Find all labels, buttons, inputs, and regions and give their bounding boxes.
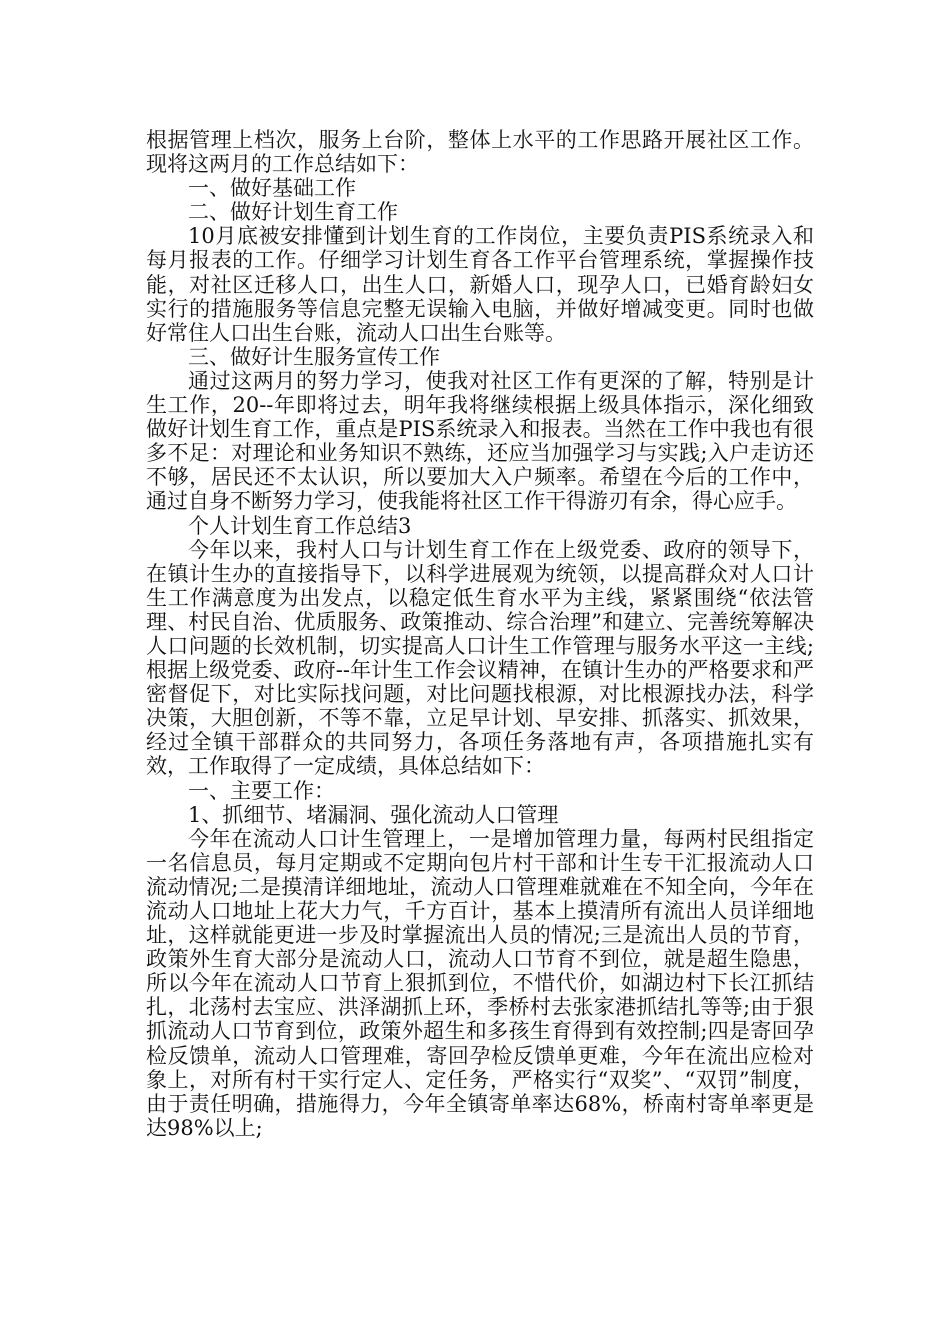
- paragraph-village-overview: 今年以来，我村人口与计划生育工作在上级党委、政府的领导下，在镇计生办的直接指导下，以科学进展观为统领，以提高群众对人口计生工作满意度为出发点，以稳定低生育水平为主线，紧紧围绕“依法管理、村民自治、优质服务、政策推动、综合治理”和建立、完善统筹解决人口问题的长效机制，切实提高人口计生工作管理与服务水平这一主线;根据上级党委、政府--年计生工作会议精神，在镇计生办的严格要求和严密督促下，对比实际找问题，对比问题找根源，对比根源找办法，科学决策，大胆创新，不等不靠，立足早计划、早安排、抓落实、抓效果，经过全镇干部群众的共同努力，各项任务落地有声，各项措施扎实有效，工作取得了一定成绩，具体总结如下：: [146, 537, 814, 779]
- heading-main-work: 一、主要工作：: [188, 778, 335, 803]
- document-body: [146, 128, 814, 1140]
- paragraph-intro: 根据管理上档次，服务上台阶，整体上水平的工作思路开展社区工作。现将这两月的工作总结如下：: [146, 128, 814, 177]
- heading-publicity-work: 三、做好计生服务宣传工作: [188, 344, 440, 369]
- heading-family-planning-work: 二、做好计划生育工作: [188, 200, 398, 225]
- paragraph-pis-duties: 10月底被安排懂到计划生育的工作岗位，主要负责PIS系统录入和每月报表的工作。仔细学习计划生育各工作平台管理系统，掌握操作技能，对社区迁移人口，出生人口，新婚人口，现孕人口，已婚育龄妇女实行的措施服务等信息完整无误输入电脑，并做好增减变更。同时也做好常住人口出生台账，流动人口出生台账等。: [146, 224, 814, 345]
- paragraph-reflection: 通过这两月的努力学习，使我对社区工作有更深的了解，特别是计生工作，20--年即将过去，明年我将继续根据上级具体指示，深化细致做好计划生育工作，重点是PIS系统录入和报表。当然在工作中我也有很多不足：对理论和业务知识不熟练，还应当加强学习与实践;入户走访还不够，居民还不太认识，所以要加大入户频率。希望在今后的工作中，通过自身不断努力学习，使我能将社区工作干得游刃有余，得心应手。: [146, 368, 814, 514]
- heading-basic-work: 一、做好基础工作: [188, 176, 356, 201]
- heading-floating-population: 1、抓细节、堵漏洞、强化流动人口管理: [188, 802, 559, 827]
- paragraph-floating-population-details: 今年在流动人口计生管理上，一是增加管理力量，每两村民组指定一名信息员，每月定期或不定期向包片村干部和计生专干汇报流动人口流动情况;二是摸清详细地址，流动人口管理难就难在不知全向，今年在流动人口地址上花大力气，千方百计，基本上摸清所有流出人员详细地址，这样就能更进一步及时掌握流出人员的情况;三是流出人员的节育，政策外生育大部分是流动人口，流动人口节育不到位，就是超生隐患，所以今年在流动人口节育上狠抓到位，不惜代价，如湖边村下长江抓结扎，北荡村去宝应、洪泽湖抓上环，季桥村去张家港抓结扎等等;由于狠抓流动人口节育到位，政策外超生和多孩生育得到有效控制;四是寄回孕检反馈单，流动人口管理难，寄回孕检反馈单更难，今年在流出应检对象上，对所有村干实行定人、定任务，严格实行“双奖”、“双罚”制度，由于责任明确，措施得力，今年全镇寄单率达68%，桥南村寄单率更是达98%以上;: [146, 826, 814, 1140]
- section-title-summary-3: 个人计划生育工作总结3: [188, 513, 412, 538]
